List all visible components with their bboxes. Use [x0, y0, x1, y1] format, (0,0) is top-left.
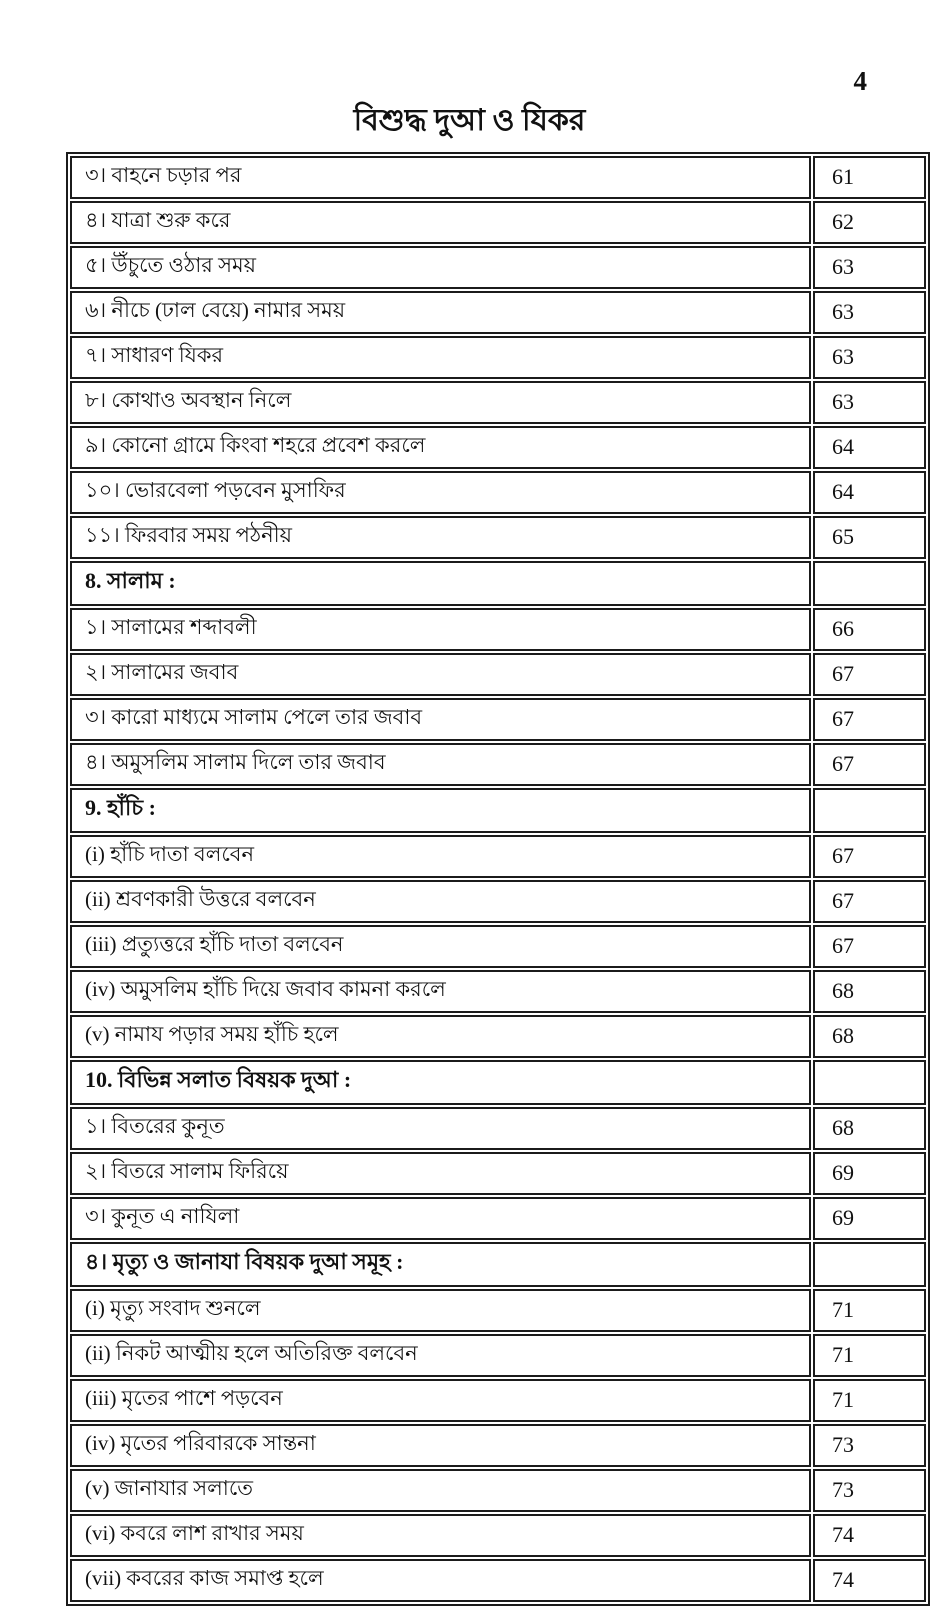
toc-entry-label: ১। সালামের শব্দাবলী: [70, 608, 811, 651]
toc-table-body: [70, 156, 926, 1602]
table-row: [70, 1242, 926, 1287]
table-row: [70, 1334, 926, 1377]
toc-entry-page: 63: [813, 246, 926, 289]
table-row: [70, 1469, 926, 1512]
table-row: [70, 1424, 926, 1467]
table-row: [70, 1197, 926, 1240]
toc-entry-page: [813, 561, 926, 606]
toc-entry-label: ২। বিতরে সালাম ফিরিয়ে: [70, 1152, 811, 1195]
table-row: [70, 516, 926, 559]
table-row: [70, 471, 926, 514]
page-title: বিশুদ্ধ দুআ ও যিকর: [353, 104, 586, 137]
table-row: [70, 788, 926, 833]
toc-section-header: 8. সালাম :: [70, 561, 811, 606]
toc-entry-label: ৩। বাহনে চড়ার পর: [70, 156, 811, 199]
toc-entry-label: ৩। কারো মাধ্যমে সালাম পেলে তার জবাব: [70, 698, 811, 741]
toc-entry-label: ৪। যাত্রা শুরু করে: [70, 201, 811, 244]
toc-entry-label: (ii) নিকট আত্মীয় হলে অতিরিক্ত বলবেন: [70, 1334, 811, 1377]
toc-entry-page: 71: [813, 1379, 926, 1422]
toc-entry-label: (iv) মৃতের পরিবারকে সান্তনা: [70, 1424, 811, 1467]
toc-entry-label: (iii) মৃতের পাশে পড়বেন: [70, 1379, 811, 1422]
toc-entry-page: 73: [813, 1424, 926, 1467]
toc-entry-page: 73: [813, 1469, 926, 1512]
toc-entry-label: ৪। অমুসলিম সালাম দিলে তার জবাব: [70, 743, 811, 786]
toc-entry-page: 63: [813, 381, 926, 424]
table-row: [70, 1015, 926, 1058]
table-row: [70, 1514, 926, 1557]
toc-entry-page: 71: [813, 1334, 926, 1377]
toc-entry-page: 65: [813, 516, 926, 559]
toc-entry-page: 69: [813, 1152, 926, 1195]
toc-entry-page: 63: [813, 336, 926, 379]
toc-entry-page: 68: [813, 970, 926, 1013]
toc-entry-page: 63: [813, 291, 926, 334]
toc-entry-label: ৭। সাধারণ যিকর: [70, 336, 811, 379]
table-row: [70, 156, 926, 199]
toc-entry-label: ১০। ভোরবেলা পড়বেন মুসাফির: [70, 471, 811, 514]
toc-entry-page: 67: [813, 743, 926, 786]
table-row: [70, 1060, 926, 1105]
table-row: [70, 1379, 926, 1422]
toc-table: [66, 152, 930, 1606]
toc-entry-label: ৬। নীচে (ঢাল বেয়ে) নামার সময়: [70, 291, 811, 334]
toc-entry-label: (i) হাঁচি দাতা বলবেন: [70, 835, 811, 878]
toc-entry-label: ২। সালামের জবাব: [70, 653, 811, 696]
toc-entry-label: (ii) শ্রবণকারী উত্তরে বলবেন: [70, 880, 811, 923]
table-row: [70, 381, 926, 424]
toc-entry-page: 69: [813, 1197, 926, 1240]
toc-entry-page: 68: [813, 1107, 926, 1150]
table-row: [70, 1107, 926, 1150]
table-row: [70, 835, 926, 878]
table-row: [70, 1559, 926, 1602]
toc-entry-label: ১১। ফিরবার সময় পঠনীয়: [70, 516, 811, 559]
toc-entry-label: ১। বিতরের কুনূত: [70, 1107, 811, 1150]
table-row: [70, 291, 926, 334]
toc-entry-page: 62: [813, 201, 926, 244]
toc-entry-label: (iv) অমুসলিম হাঁচি দিয়ে জবাব কামনা করলে: [70, 970, 811, 1013]
toc-entry-page: 66: [813, 608, 926, 651]
table-row: [70, 653, 926, 696]
table-row: [70, 1152, 926, 1195]
table-row: [70, 970, 926, 1013]
toc-entry-page: [813, 788, 926, 833]
toc-section-header: 9. হাঁচি :: [70, 788, 811, 833]
table-row: [70, 743, 926, 786]
table-row: [70, 246, 926, 289]
table-row: [70, 336, 926, 379]
toc-entry-page: 67: [813, 835, 926, 878]
toc-entry-page: 74: [813, 1559, 926, 1602]
toc-entry-label: ৮। কোথাও অবস্থান নিলে: [70, 381, 811, 424]
toc-entry-page: 74: [813, 1514, 926, 1557]
table-row: [70, 880, 926, 923]
toc-entry-page: [813, 1060, 926, 1105]
toc-entry-page: [813, 1242, 926, 1287]
toc-entry-label: ৫। উঁচুতে ওঠার সময়: [70, 246, 811, 289]
toc-entry-label: (vi) কবরে লাশ রাখার সময়: [70, 1514, 811, 1557]
toc-entry-label: (iii) প্রত্যুত্তরে হাঁচি দাতা বলবেন: [70, 925, 811, 968]
toc-entry-label: (i) মৃত্যু সংবাদ শুনলে: [70, 1289, 811, 1332]
toc-entry-page: 67: [813, 925, 926, 968]
table-row: [70, 561, 926, 606]
toc-entry-page: 71: [813, 1289, 926, 1332]
toc-entry-page: 67: [813, 880, 926, 923]
toc-entry-page: 67: [813, 653, 926, 696]
toc-entry-page: 68: [813, 1015, 926, 1058]
toc-entry-page: 64: [813, 426, 926, 469]
table-row: [70, 698, 926, 741]
toc-entry-label: ৯। কোনো গ্রামে কিংবা শহরে প্রবেশ করলে: [70, 426, 811, 469]
table-row: [70, 608, 926, 651]
toc-section-header: ৪। মৃত্যু ও জানাযা বিষয়ক দুআ সমূহ :: [70, 1242, 811, 1287]
table-row: [70, 925, 926, 968]
table-row: [70, 426, 926, 469]
toc-entry-label: (v) নামায পড়ার সময় হাঁচি হলে: [70, 1015, 811, 1058]
toc-entry-page: 64: [813, 471, 926, 514]
toc-entry-label: (vii) কবরের কাজ সমাপ্ত হলে: [70, 1559, 811, 1602]
toc-entry-label: ৩। কুনূত এ নাযিলা: [70, 1197, 811, 1240]
table-row: [70, 1289, 926, 1332]
toc-section-header: 10. বিভিন্ন সলাত বিষয়ক দুআ :: [70, 1060, 811, 1105]
toc-entry-page: 61: [813, 156, 926, 199]
table-row: [70, 201, 926, 244]
toc-entry-label: (v) জানাযার সলাতে: [70, 1469, 811, 1512]
toc-entry-page: 67: [813, 698, 926, 741]
page-number: 4: [853, 66, 867, 96]
